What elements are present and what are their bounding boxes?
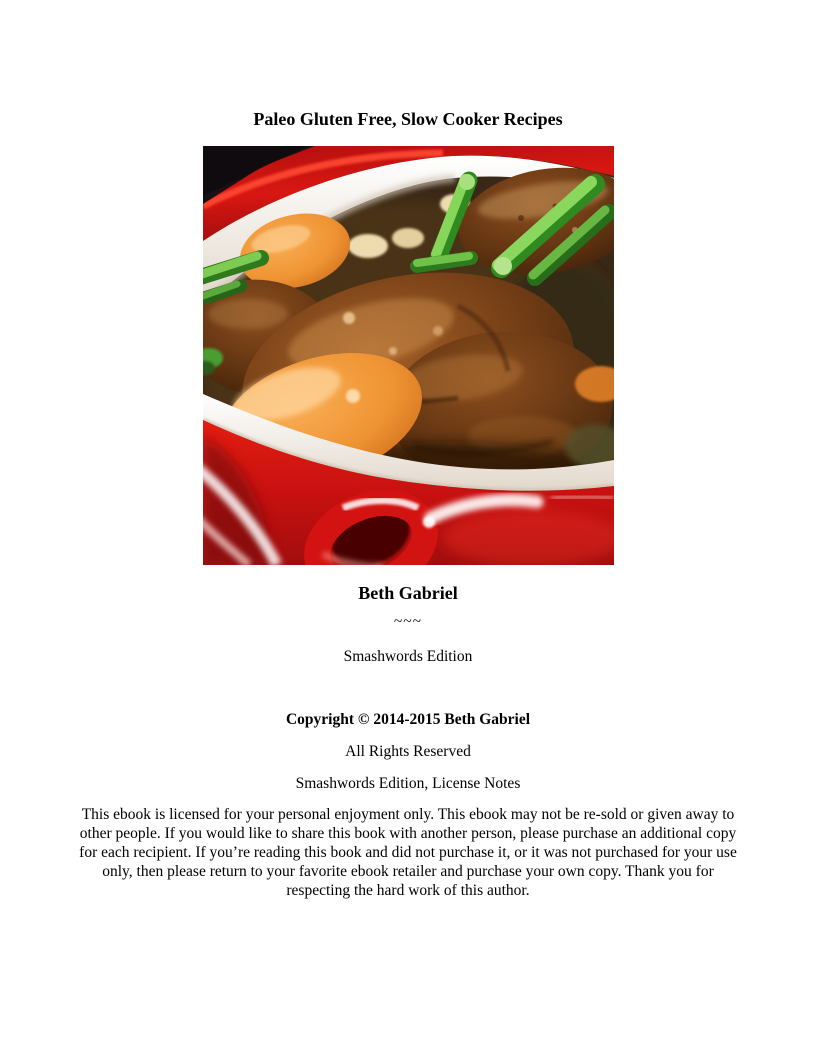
author-name: Beth Gabriel <box>358 583 458 603</box>
section-separator: ~~~ <box>393 613 423 630</box>
rights-line: All Rights Reserved <box>345 743 471 760</box>
license-notes-heading: Smashwords Edition, License Notes <box>295 775 521 792</box>
copyright-line: Copyright © 2014-2015 Beth Gabriel <box>285 711 531 728</box>
page-title: Paleo Gluten Free, Slow Cooker Recipes <box>253 109 563 129</box>
cover-photo <box>203 146 614 565</box>
edition-label: Smashwords Edition <box>343 648 473 665</box>
license-paragraph: This ebook is licensed for your personal enjoyment only. This ebook may not be re-sold or given away to other people. If you would like to share this book with another person, please purchase an additional copy for each recipient. If you’re reading this book and did not purchase it, or it was not purchased for your use only, then please return to your favorite ebook retailer and purchase your own copy. Thank you for respecting the hard work of this author. <box>79 806 737 899</box>
